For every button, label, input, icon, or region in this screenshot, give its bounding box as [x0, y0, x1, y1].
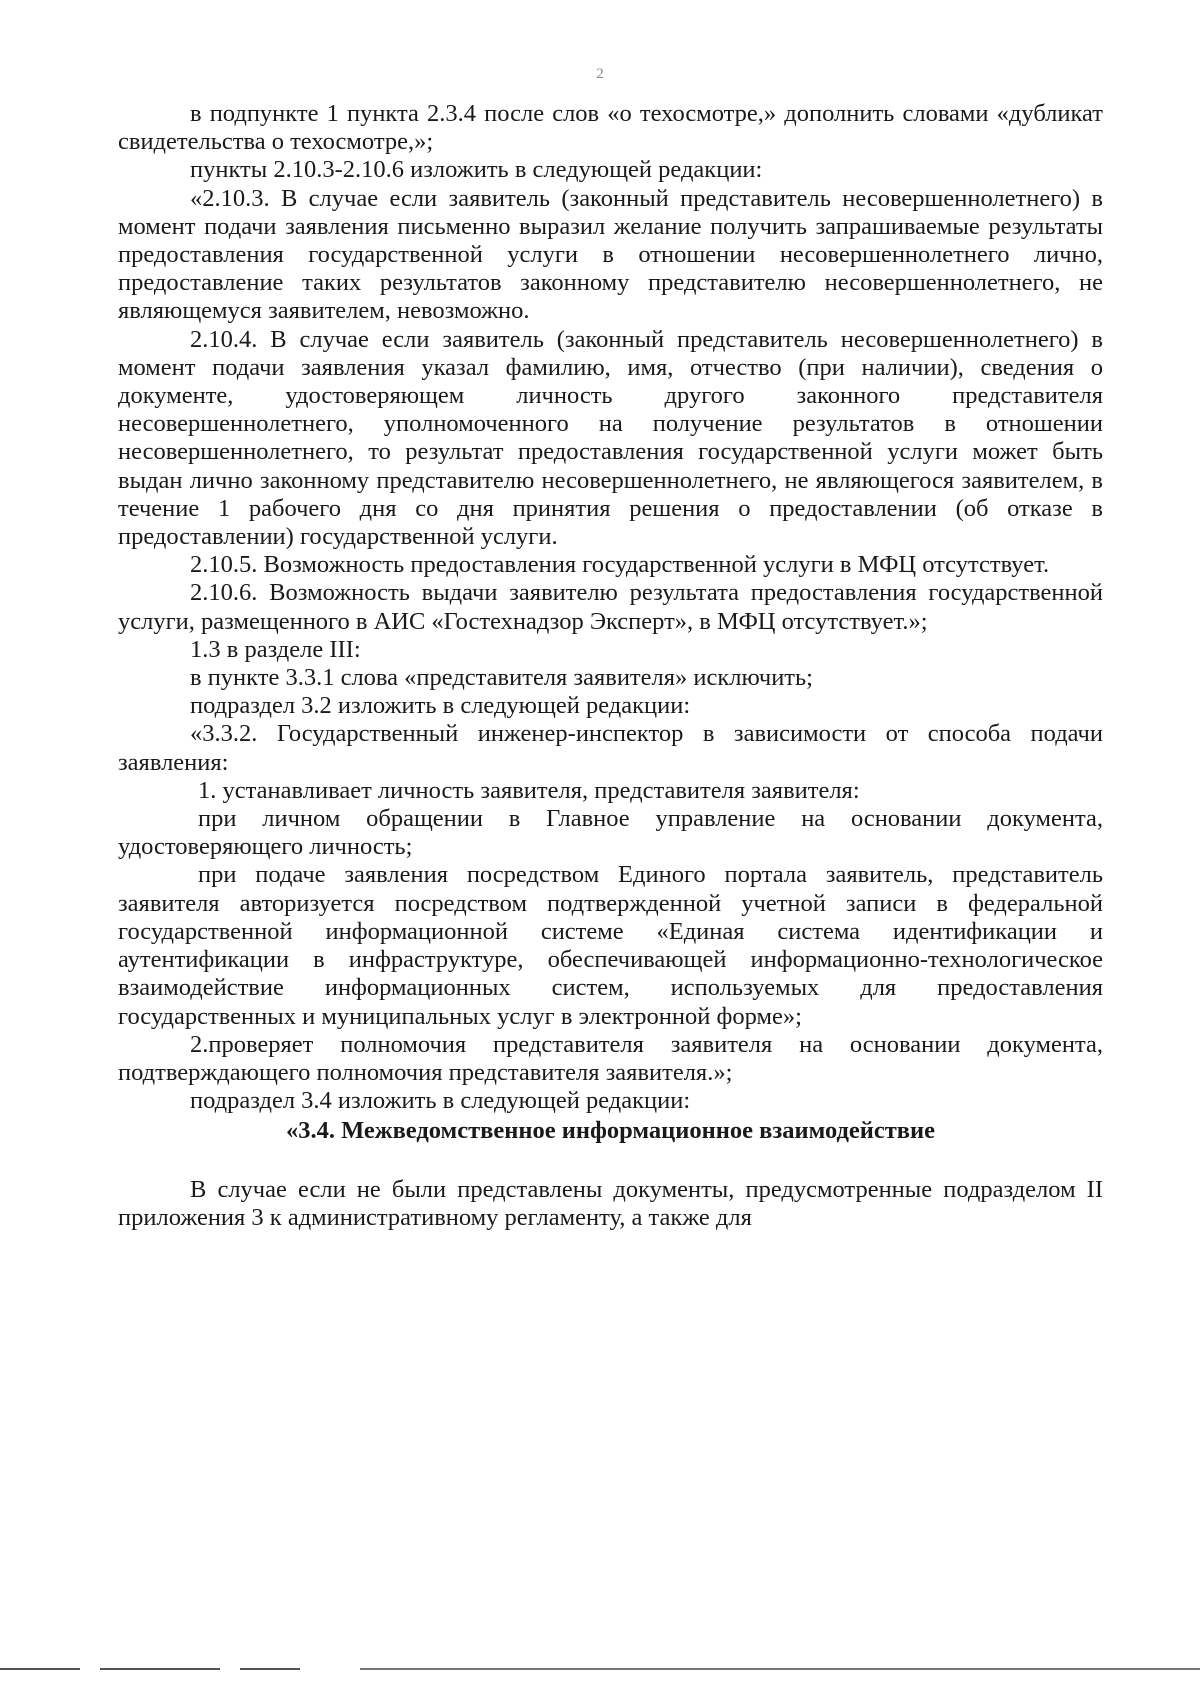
paragraph: пункты 2.10.3-2.10.6 изложить в следующей редакции: — [190, 156, 763, 184]
paragraph: в подпункте 1 пункта 2.3.4 после слов «о техосмотре,» дополнить словами «дубликат свидетельства о техосмотре,»; — [118, 100, 1103, 156]
paragraph: при личном обращении в Главное управление на основании документа, удостоверяющего личность; — [118, 805, 1103, 861]
scan-edge-line — [0, 1668, 1200, 1670]
section-heading: «3.4. Межведомственное информационное взаимодействие — [286, 1117, 935, 1145]
paragraph: в пункте 3.3.1 слова «представителя заявителя» исключить; — [190, 664, 813, 692]
paragraph: подраздел 3.2 изложить в следующей редакции: — [190, 692, 691, 720]
paragraph: 2.10.4. В случае если заявитель (законный представитель несовершеннолетнего) в момент подачи заявления указал фамилию, имя, отчество (при наличии), сведения о документе, удостоверяющем личность другого законного представителя несовершеннолетнего, уполномоченного на получение результатов в отношении несовершеннолетнего, то результат предоставления государственной услуги может быть выдан лично законному представителю несовершеннолетнего, не являющегося заявителем, в течение 1 рабочего дня со дня принятия решения о предоставлении (об отказе в предоставлении) государственной услуги. — [118, 325, 1103, 551]
paragraph: «3.3.2. Государственный инженер-инспектор в зависимости от способа подачи заявления: — [118, 720, 1103, 776]
page-number: 2 — [596, 66, 604, 82]
paragraph: при подаче заявления посредством Единого портала заявитель, представитель заявителя авторизуется посредством подтвержденной учетной записи в федеральной государственной информационной системе «Единая система идентификации и аутентификации в инфраструктуре, обеспечивающей информационно-технологическое взаимодействие информационных систем, используемых для предоставления государственных и муниципальных услуг в электронной форме»; — [118, 861, 1103, 1030]
paragraph: «2.10.3. В случае если заявитель (законный представитель несовершеннолетнего) в момент подачи заявления письменно выразил желание получить запрашиваемые результаты предоставления государственной услуги в отношении несовершеннолетнего лично, предоставление таких результатов законному представителю несовершеннолетнего, не являющемуся заявителем, невозможно. — [118, 184, 1103, 325]
paragraph: 2.10.5. Возможность предоставления государственной услуги в МФЦ отсутствует. — [190, 551, 1050, 579]
paragraph: подраздел 3.4 изложить в следующей редакции: — [190, 1087, 691, 1115]
document-body — [118, 100, 1103, 1232]
paragraph: 1.3 в разделе III: — [190, 635, 361, 663]
paragraph: 2.10.6. Возможность выдачи заявителю результата предоставления государственной услуги, размещенного в АИС «Гостехнадзор Эксперт», в МФЦ отсутствует.»; — [118, 579, 1103, 635]
paragraph: 2.проверяет полномочия представителя заявителя на основании документа, подтверждающего полномочия представителя заявителя.»; — [118, 1030, 1103, 1086]
paragraph: В случае если не были представлены документы, предусмотренные подразделом II приложения 3 к административному регламенту, а также для — [118, 1175, 1103, 1231]
paragraph: 1. устанавливает личность заявителя, представителя заявителя: — [198, 776, 860, 804]
